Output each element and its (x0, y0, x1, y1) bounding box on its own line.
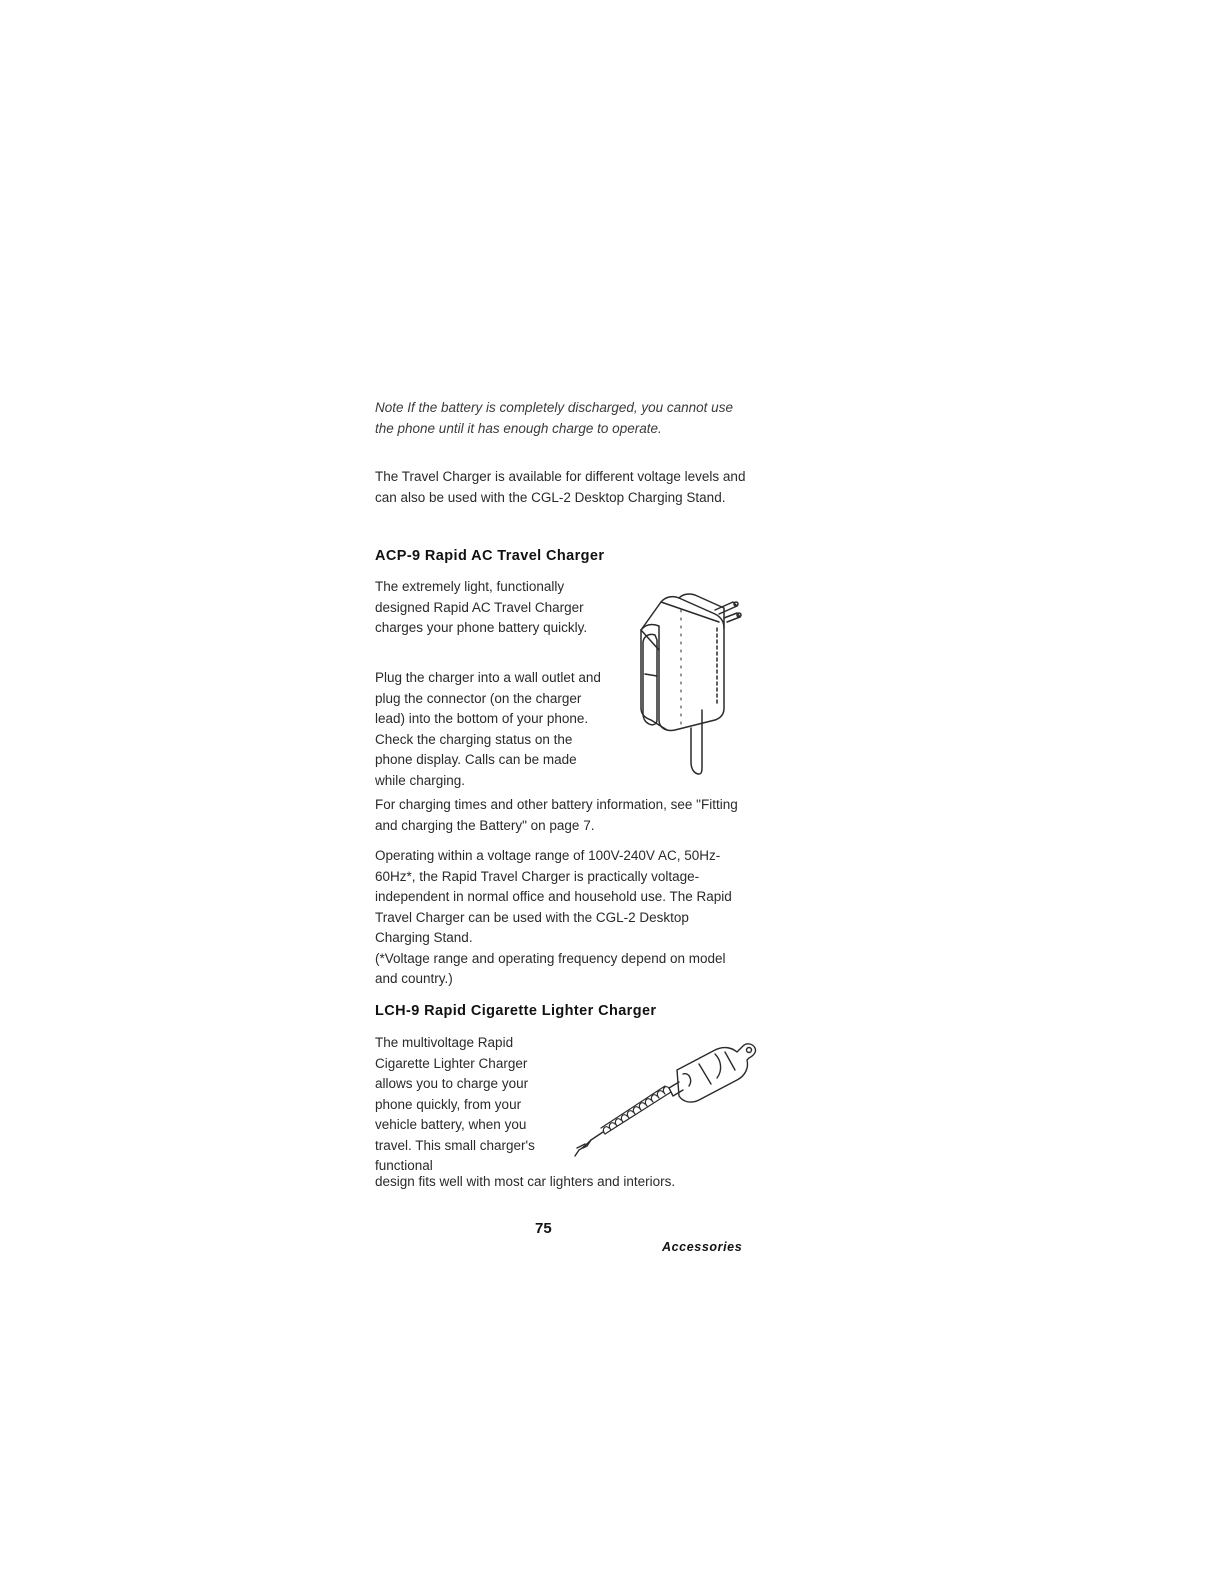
travel-charger-intro: The Travel Charger is available for different voltage levels and can also be used with the CGL-2 Desktop Charging Stand. (375, 469, 746, 505)
acp9-voltage-footnote: (*Voltage range and operating frequency depend on model and country.) (375, 950, 726, 986)
section-name: Accessories (662, 1240, 743, 1254)
page-number: 75 (535, 1220, 552, 1237)
acp9-battery-info: For charging times and other battery information, see "Fitting and charging the Battery" on page 7. (375, 797, 738, 833)
acp9-heading: ACP-9 Rapid AC Travel Charger (375, 548, 605, 564)
acp9-voltage-info (375, 846, 747, 990)
ac-travel-charger-icon (603, 580, 743, 780)
lch9-heading: LCH-9 Rapid Cigarette Lighter Charger (375, 1003, 657, 1019)
acp9-voltage-text: Operating within a voltage range of 100V-240V AC, 50Hz-60Hz*, the Rapid Travel Charger is practically voltage-independent in normal office and household use. The Rapid Travel Charger can be used with the CGL-2 Desktop Charging Stand. (375, 848, 732, 945)
cigarette-lighter-charger-icon (565, 1030, 760, 1165)
lch9-description: The multivoltage Rapid Cigarette Lighter Charger allows you to charge your phone quickly, from your vehicle battery, when you travel. This small charger's functional (375, 1035, 535, 1173)
acp9-description: The extremely light, functionally designed Rapid AC Travel Charger charges your phone battery quickly. (375, 579, 588, 635)
lch9-description-continued: design fits well with most car lighters and interiors. (375, 1174, 676, 1189)
acp9-usage: Plug the charger into a wall outlet and plug the connector (on the charger lead) into the bottom of your phone. Check the charging status on the phone display. Calls can be made while charging. (375, 670, 601, 788)
battery-note: Note If the battery is completely discharged, you cannot use the phone until it has enough charge to operate. (375, 400, 733, 436)
